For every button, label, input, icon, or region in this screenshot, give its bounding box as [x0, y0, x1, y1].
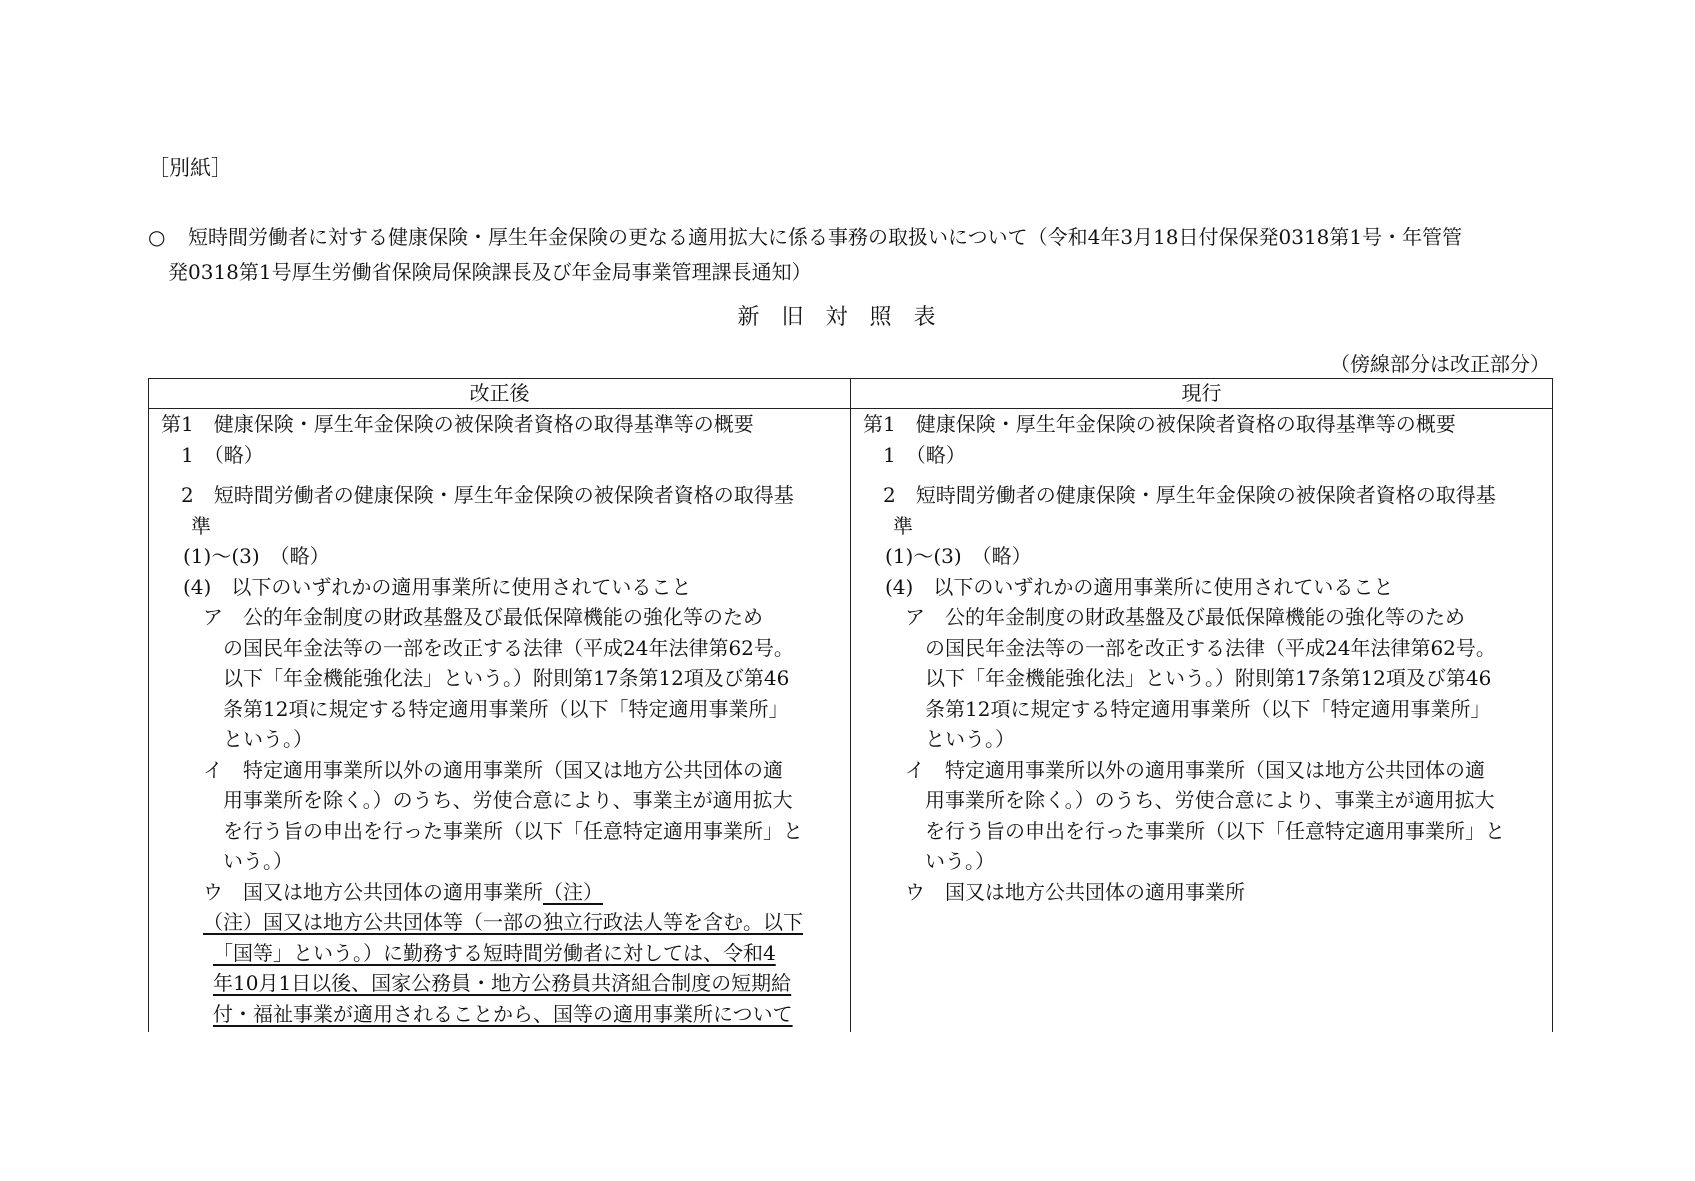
revised-i-line-3: を行う旨の申出を行った事業所（以下「任意特定適用事業所」と — [223, 818, 803, 843]
revised-i-line-1: イ 特定適用事業所以外の適用事業所（国又は地方公共団体の適 — [203, 757, 783, 782]
revised-a-line-4: 条第12項に規定する特定適用事業所（以下「特定適用事業所」 — [223, 696, 789, 721]
revised-sub-1-3: (1)～(3) （略） — [183, 544, 330, 568]
revised-header: 改正後 — [149, 379, 850, 409]
current-item-2-cont: 準 — [893, 513, 913, 538]
revised-note-line-1: （注）国又は地方公共団体等（一部の独立行政法人等を含む。以下 — [203, 910, 803, 934]
current-a-line-5: という。） — [925, 727, 1015, 751]
current-i-line-3: を行う旨の申出を行った事業所（以下「任意特定適用事業所」と — [925, 818, 1505, 843]
revised-u-line — [203, 877, 840, 908]
revised-u-text: ウ 国又は地方公共団体の適用事業所 — [203, 879, 543, 904]
current-sub-4: (4) 以下のいずれかの適用事業所に使用されていること — [885, 574, 1394, 599]
revised-i-line-2: 用事業所を除く。）のうち、労使合意により、事業主が適用拡大 — [223, 788, 793, 812]
document-title: 新旧対照表 — [737, 305, 958, 330]
current-i-line-4: いう。） — [925, 849, 995, 873]
intro-line-1: 短時間労働者に対する健康保険・厚生年金保険の更なる適用拡大に係る事務の取扱いについて（令和4年3月18日付保保発0318第1号・年管管 — [188, 225, 1463, 249]
current-i-line-2: 用事業所を除く。）のうち、労使合意により、事業主が適用拡大 — [925, 788, 1495, 812]
page-label: ［別紙］ — [148, 156, 232, 180]
current-item-1: 1 （略） — [883, 442, 966, 467]
current-a-line-3: 以下「年金機能強化法」という。）附則第17条第12項及び第46 — [925, 666, 1492, 690]
revised-a-line-5: という。） — [223, 727, 313, 751]
revised-note-line-2: 「国等」という。）に勤務する短時間労働者に対しては、令和4 — [213, 940, 776, 965]
intro-paragraph — [148, 220, 1553, 290]
current-a-line-1: ア 公的年金制度の財政基盤及び最低保障機能の強化等のため — [905, 605, 1465, 629]
revised-u-note-ref: （注） — [543, 879, 603, 904]
revised-item-1: 1 （略） — [181, 442, 264, 467]
underline-note: （傍線部分は改正部分） — [1330, 352, 1550, 376]
current-section-1: 第1 健康保険・厚生年金保険の被保険者資格の取得基準等の概要 — [863, 412, 1456, 436]
revised-i-line-4: いう。） — [223, 849, 293, 873]
current-u-line: ウ 国又は地方公共団体の適用事業所 — [905, 879, 1245, 904]
revised-a-line-2: の国民年金法等の一部を改正する法律（平成24年法律第62号。 — [223, 635, 794, 660]
intro-line-2: 発0318第1号厚生労働省保険局保険課長及び年金局事業管理課長通知） — [168, 260, 812, 284]
revised-note-line-4: 付・福祉事業が適用されることから、国等の適用事業所について — [213, 1001, 793, 1026]
current-column — [851, 379, 1552, 1032]
revised-a-line-1: ア 公的年金制度の財政基盤及び最低保障機能の強化等のため — [203, 605, 763, 629]
current-sub-1-3: (1)～(3) （略） — [885, 544, 1032, 568]
current-i-line-1: イ 特定適用事業所以外の適用事業所（国又は地方公共団体の適 — [905, 757, 1485, 782]
revised-item-2-cont: 準 — [191, 513, 211, 538]
revised-sub-4: (4) 以下のいずれかの適用事業所に使用されていること — [183, 574, 692, 599]
current-a-line-4: 条第12項に規定する特定適用事業所（以下「特定適用事業所」 — [925, 696, 1491, 721]
current-item-2: 2 短時間労働者の健康保険・厚生年金保険の被保険者資格の取得基 — [883, 483, 1496, 507]
revised-column — [149, 379, 851, 1032]
current-a-line-2: の国民年金法等の一部を改正する法律（平成24年法律第62号。 — [925, 635, 1496, 660]
revised-a-line-3: 以下「年金機能強化法」という。）附則第17条第12項及び第46 — [223, 666, 790, 690]
revised-note-line-3: 年10月1日以後、国家公務員・地方公務員共済組合制度の短期給 — [213, 971, 792, 995]
revised-item-2: 2 短時間労働者の健康保険・厚生年金保険の被保険者資格の取得基 — [181, 483, 794, 507]
revised-section-1: 第1 健康保険・厚生年金保険の被保険者資格の取得基準等の概要 — [161, 412, 754, 436]
comparison-table — [148, 378, 1553, 1032]
current-header: 現行 — [851, 379, 1552, 409]
bullet-icon: ○ — [148, 225, 166, 249]
